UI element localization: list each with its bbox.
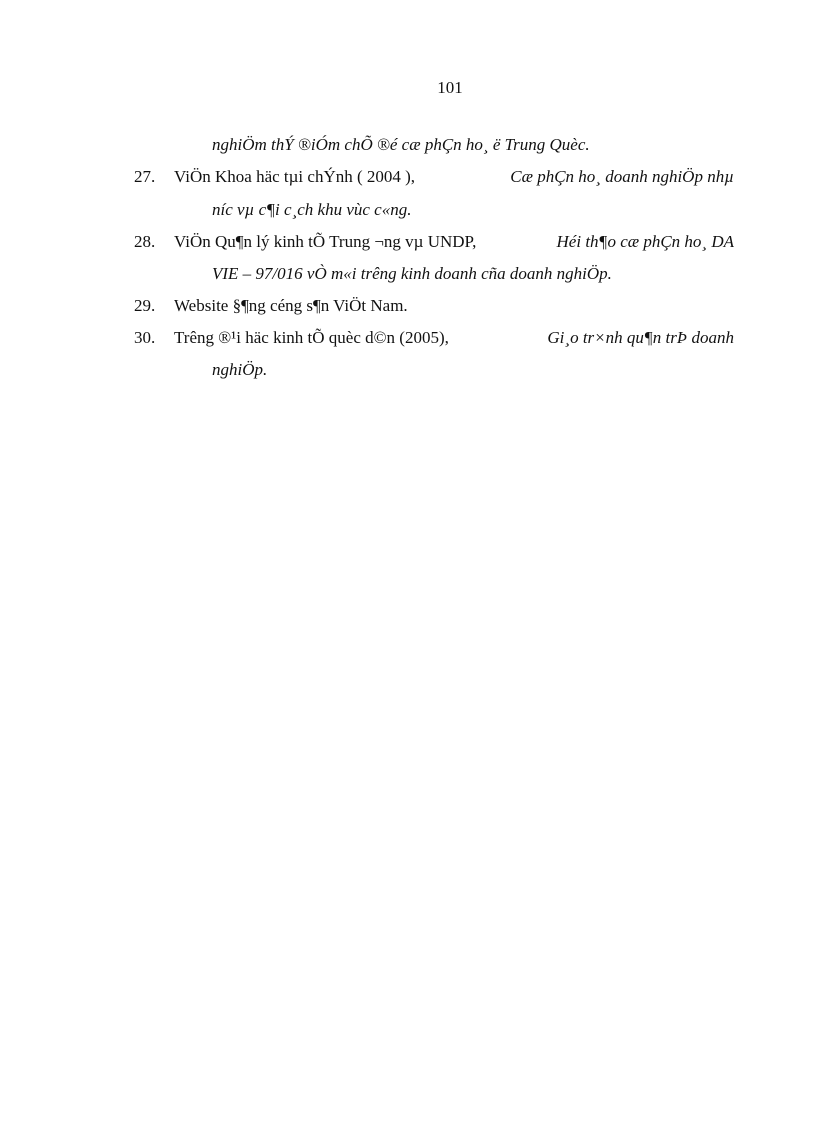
reference-continuation: nghiÖm thÝ ®iÓm chÕ ®é cæ phÇn ho¸ ë Trung Quèc. <box>212 135 590 154</box>
reference-30-line-2: nghiÖp. <box>212 360 268 379</box>
reference-title: Cæ phÇn ho¸ doanh nghiÖp nhµ <box>510 167 734 186</box>
reference-number: 28. <box>134 232 156 251</box>
reference-line-1 <box>174 167 734 187</box>
reference-27-line-2: níc vµ c¶i c¸ch khu vùc c«ng. <box>212 200 412 219</box>
reference-author: Trêng ®¹i häc kinh tÕ quèc d©n (2005), <box>174 328 449 347</box>
reference-28-line-2: VIE – 97/016 vÒ m«i trêng kinh doanh cña doanh nghiÖp. <box>212 264 612 283</box>
reference-number: 30. <box>134 328 156 347</box>
reference-author: ViÖn Khoa häc tµi chÝnh ( 2004 ), <box>174 167 416 186</box>
reference-title: Héi th¶o cæ phÇn ho¸ DA <box>556 232 734 251</box>
reference-author: ViÖn Qu¶n lý kinh tÕ Trung ¬ng vµ UNDP, <box>174 232 477 251</box>
reference-text: Website §¶ng céng s¶n ViÖt Nam. <box>174 296 408 315</box>
reference-line-1 <box>174 232 734 252</box>
reference-title: Gi¸o tr×nh qu¶n trÞ doanh <box>547 328 734 347</box>
reference-line-1 <box>174 328 734 348</box>
reference-number: 29. <box>134 296 156 315</box>
page-number: 101 <box>437 78 463 97</box>
reference-number: 27. <box>134 167 156 186</box>
